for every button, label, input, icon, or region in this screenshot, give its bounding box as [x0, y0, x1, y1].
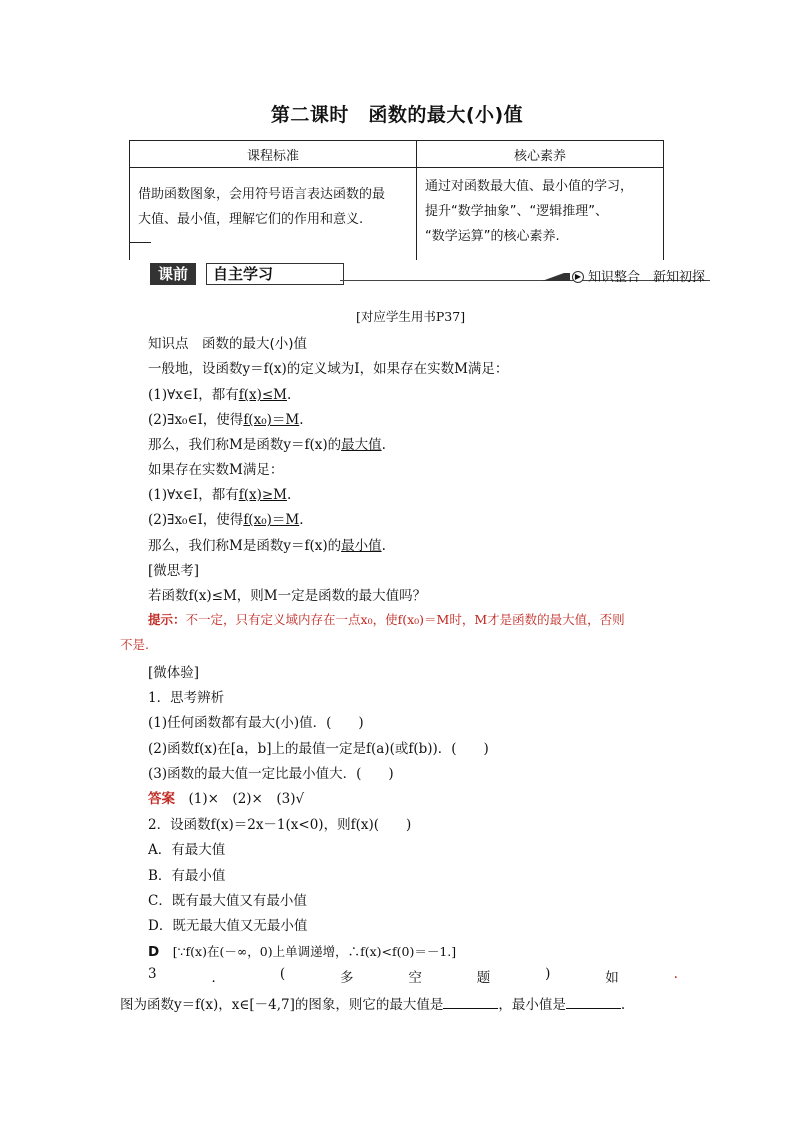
exercise-1-title: 1．思考辨析 — [148, 690, 225, 706]
answer-label: 答案 — [148, 791, 175, 807]
micro-experience-label: [微体验] — [148, 665, 200, 681]
header-core-literacy: 核心素养 — [417, 141, 664, 168]
exercise-1-item: (3)函数的最大值一定比最小值大．( ) — [148, 766, 394, 782]
fill-blank-min — [566, 996, 621, 1009]
answer-blank: f(x₀)＝M — [243, 412, 300, 428]
answer-blank: f(x)≥M — [238, 487, 287, 503]
banner-right-text: 知识整合 新知初探 — [588, 270, 706, 285]
max-conclusion: 那么，我们称M是函数y＝f(x)的最大值. — [148, 437, 386, 453]
exercise-1-item: (1)任何函数都有最大(小)值．( ) — [148, 715, 364, 731]
core-literacy-cell — [417, 168, 664, 261]
answer-text: (1)× (2)× (3)√ — [188, 791, 305, 807]
knowledge-point-heading: 知识点 函数的最大(小)值 — [148, 336, 308, 352]
option-d: D．既无最大值又无最小值 — [148, 918, 308, 934]
exercise-3-header: 3 ． ( 多 空 题 ) 如 . — [148, 966, 678, 986]
option-c: C．既有最大值又有最小值 — [148, 893, 307, 909]
answer-choice: D — [148, 944, 160, 960]
standard-line: 大值、最小值，理解它们的作用和意义. — [138, 212, 364, 227]
literacy-line: 通过对函数最大值、最小值的学习， — [425, 179, 634, 194]
standards-table — [129, 140, 664, 260]
answer-explanation: [∵f(x)在(－∞，0)上单调递增，∴f(x)<f(0)＝－1.] — [172, 944, 457, 959]
micro-thinking-label: [微思考] — [148, 563, 200, 579]
exercise-2-question: 2．设函数f(x)＝2x－1(x<0)，则f(x)( ) — [148, 817, 412, 833]
min-condition-2: (2)∃x₀∈I，使得f(x₀)＝M. — [148, 512, 304, 528]
fill-blank-max — [443, 996, 498, 1009]
section-banner — [150, 263, 714, 287]
answer-blank: 最小值 — [341, 538, 382, 554]
exercise-3-question: 图为函数y＝f(x)，x∈[－4,7]的图象，则它的最大值是 ，最小值是 . — [120, 997, 626, 1013]
exercise-1-item: (2)函数f(x)在[a，b]上的最值一定是f(a)(或f(b))．( ) — [148, 741, 489, 757]
exercise-2-answer — [148, 940, 456, 960]
literacy-line: 提升“数学抽象”、“逻辑推理”、 — [425, 204, 608, 219]
hint-text: 不一定，只有定义域内存在一点x₀，使f(x₀)＝M时，M才是函数的最大值，否则 — [185, 612, 625, 627]
answer-blank: f(x)≤M — [238, 387, 287, 403]
exercise-1-answer — [148, 787, 304, 807]
hint-label: 提示： — [148, 612, 186, 627]
play-arrow-icon: ▶ — [572, 271, 584, 283]
option-a: A．有最大值 — [148, 842, 226, 858]
answer-blank: f(x₀)＝M — [243, 512, 300, 528]
option-b: B．有最小值 — [148, 868, 226, 884]
page-title: 第二课时 函数的最大(小)值 — [270, 104, 524, 126]
definition-intro: 一般地，设函数y＝f(x)的定义域为I，如果存在实数M满足： — [148, 361, 509, 377]
hint-continuation: 不是. — [120, 637, 149, 652]
min-conclusion: 那么，我们称M是函数y＝f(x)的最小值. — [148, 538, 386, 554]
book-reference: [对应学生用书P37] — [356, 309, 466, 324]
max-condition-2: (2)∃x₀∈I，使得f(x₀)＝M. — [148, 412, 304, 428]
table-bottom-mark — [129, 242, 151, 243]
hint-line — [148, 610, 625, 628]
course-standard-cell — [130, 168, 417, 261]
micro-thinking-question: 若函数f(x)≤M，则M一定是函数的最大值吗？ — [148, 588, 427, 604]
max-condition-1: (1)∀x∈I，都有f(x)≤M. — [148, 387, 292, 403]
min-condition-1: (1)∀x∈I，都有f(x)≥M. — [148, 487, 292, 503]
standard-line: 借助函数图象，会用符号语言表达函数的最 — [138, 187, 386, 202]
answer-blank: 最大值 — [341, 437, 382, 453]
literacy-line: “数学运算”的核心素养. — [425, 229, 560, 244]
banner-bar — [564, 273, 570, 281]
banner-tag-self-study: 自主学习 — [206, 263, 344, 285]
banner-wedge — [542, 273, 564, 281]
header-course-standard: 课程标准 — [130, 141, 417, 168]
min-intro: 如果存在实数M满足： — [148, 462, 284, 478]
banner-tag-before-class: 课前 — [150, 263, 196, 285]
